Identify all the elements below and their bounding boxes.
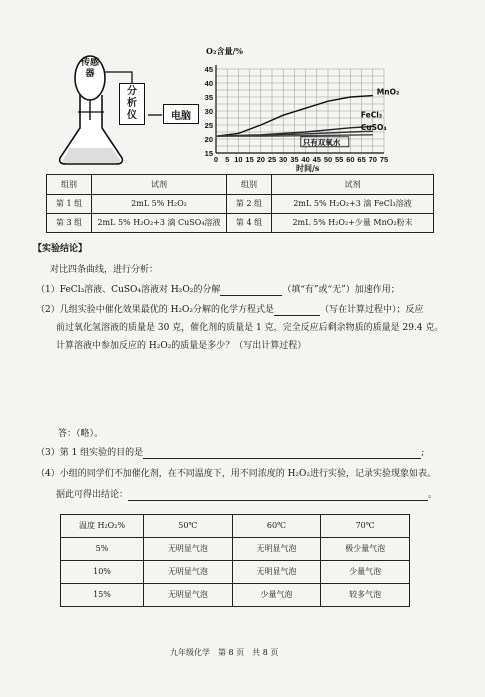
q1-blank[interactable] bbox=[220, 286, 282, 296]
x-tick-label: 75 bbox=[379, 155, 389, 164]
y-tick-label: 25 bbox=[204, 121, 213, 130]
series-label: FeCl₃ bbox=[360, 110, 383, 120]
temp-header-cell: 50℃ bbox=[144, 515, 233, 538]
chart-ylabel: O₂含量/% bbox=[206, 46, 243, 56]
concentration-cell: 15% bbox=[61, 584, 144, 607]
x-tick-label: 70 bbox=[368, 155, 377, 164]
x-tick-label: 45 bbox=[312, 155, 321, 164]
table-row bbox=[47, 195, 434, 214]
question-2-line2: 前过氧化氢溶液的质量是 30 克，催化剂的质量是 1 克，完全反应后剩余物质的质量是 29.4 克。 bbox=[56, 323, 444, 333]
q3-text: （3）第 1 组实验的目的是 bbox=[36, 448, 144, 458]
concentration-cell: 5% bbox=[61, 538, 144, 561]
question-2-line3: 计算溶液中参加反应的 H₂O₂的质量是多少？（写出计算过程） bbox=[56, 341, 307, 351]
col-reagent-header-2: 试剂 bbox=[272, 175, 434, 195]
q1-text: （1）FeCl₃溶液、CuSO₄溶液对 H₂O₂的分解 bbox=[36, 285, 221, 295]
y-tick-label: 15 bbox=[204, 149, 213, 158]
temp-header-cell: 70℃ bbox=[321, 515, 410, 538]
col-group-header-2: 组别 bbox=[227, 175, 272, 195]
table-row bbox=[47, 214, 434, 233]
y-tick-label: 30 bbox=[204, 107, 213, 116]
temp-header-cell: 温度 H₂O₂% bbox=[61, 515, 144, 538]
observation-cell: 无明显气泡 bbox=[232, 561, 321, 584]
x-tick-label: 65 bbox=[357, 155, 366, 164]
group-cell: 第 3 组 bbox=[47, 214, 92, 233]
x-tick-label: 5 bbox=[225, 155, 230, 164]
x-tick-label: 15 bbox=[245, 155, 254, 164]
o2-chart bbox=[196, 56, 416, 174]
series-label: 只有双氧水 bbox=[302, 137, 341, 147]
observation-cell: 无明显气泡 bbox=[144, 584, 233, 607]
y-tick-label: 40 bbox=[204, 79, 213, 88]
q2-text-b: （写在计算过程中）；反应 bbox=[320, 305, 424, 315]
observation-cell: 较多气泡 bbox=[321, 584, 410, 607]
question-3: （3）第 1 组实验的目的是 ; bbox=[36, 448, 425, 458]
temperature-table bbox=[60, 514, 410, 607]
col-group-header: 组别 bbox=[47, 175, 92, 195]
group-cell: 第 4 组 bbox=[227, 214, 272, 233]
reagent-cell: 2mL 5% H₂O₂+3 滴 CuSO₄溶液 bbox=[92, 214, 227, 233]
table-row bbox=[61, 538, 410, 561]
y-tick-label: 20 bbox=[204, 135, 213, 144]
col-reagent-header: 试剂 bbox=[92, 175, 227, 195]
q2-text-a: （2）几组实验中催化效果最优的 H₂O₂分解的化学方程式是 bbox=[36, 305, 275, 315]
observation-cell: 无明显气泡 bbox=[144, 561, 233, 584]
question-1 bbox=[36, 285, 400, 296]
x-tick-label: 25 bbox=[267, 155, 277, 164]
observation-cell: 无明显气泡 bbox=[144, 538, 233, 561]
series-label: MnO₂ bbox=[376, 87, 400, 97]
group-cell: 第 1 组 bbox=[47, 195, 92, 214]
q2-blank[interactable] bbox=[274, 306, 320, 316]
x-tick-label: 55 bbox=[335, 155, 344, 164]
x-tick-label: 40 bbox=[301, 155, 310, 164]
y-tick-label: 35 bbox=[204, 93, 213, 102]
question-4-line1: （4）小组的同学们不加催化剂，在不同温度下，用不同浓度的 H₂O₂进行实验，记录实验现象如表。 bbox=[36, 469, 437, 479]
x-tick-label: 10 bbox=[234, 155, 243, 164]
sensor-label: 传感器 bbox=[81, 58, 100, 79]
chart-xlabel: 时间/s bbox=[296, 163, 320, 173]
section-heading: 【实验结论】 bbox=[33, 244, 88, 254]
answer-text: 答：（略）。 bbox=[58, 429, 104, 439]
observation-cell: 无明显气泡 bbox=[232, 538, 321, 561]
analyzer-label: 分析仪 bbox=[127, 86, 137, 121]
q4-blank[interactable] bbox=[128, 491, 428, 501]
x-tick-label: 30 bbox=[279, 155, 288, 164]
table-row bbox=[61, 584, 410, 607]
question-2-line1 bbox=[36, 305, 424, 316]
x-tick-label: 20 bbox=[256, 155, 265, 164]
table-row bbox=[61, 561, 410, 584]
analyzer-box bbox=[119, 83, 145, 125]
q1-tail: （填“有”或“无”）加速作用； bbox=[282, 285, 400, 295]
computer-label: 电脑 bbox=[171, 110, 191, 122]
concentration-cell: 10% bbox=[61, 561, 144, 584]
reagent-cell: 2mL 5% H₂O₂ bbox=[92, 195, 227, 214]
q4-text: 据此可得出结论： bbox=[56, 490, 129, 500]
group-table bbox=[46, 174, 434, 233]
group-cell: 第 2 组 bbox=[227, 195, 272, 214]
x-tick-label: 50 bbox=[323, 155, 333, 164]
question-4-line2: 据此可得出结论： 。 bbox=[56, 490, 438, 500]
q3-blank[interactable] bbox=[143, 449, 421, 459]
temp-header-cell: 60℃ bbox=[232, 515, 321, 538]
x-tick-label: 0 bbox=[213, 155, 219, 164]
observation-cell: 少量气泡 bbox=[321, 561, 410, 584]
observation-cell: 极少量气泡 bbox=[321, 538, 410, 561]
series-label: CuSO₄ bbox=[360, 123, 387, 133]
observation-cell: 少量气泡 bbox=[232, 584, 321, 607]
reagent-cell: 2mL 5% H₂O₂+少量 MnO₂粉末 bbox=[272, 214, 434, 233]
computer-box bbox=[163, 104, 199, 124]
x-tick-label: 35 bbox=[290, 155, 299, 164]
page-footer: 九年级化学 第 8 页 共 8 页 bbox=[170, 648, 279, 657]
y-tick-label: 45 bbox=[204, 65, 213, 74]
reagent-cell: 2mL 5% H₂O₂+3 滴 FeCl₃溶液 bbox=[272, 195, 434, 214]
x-tick-label: 60 bbox=[346, 155, 355, 164]
intro-text: 对比四条曲线，进行分析： bbox=[50, 265, 159, 275]
